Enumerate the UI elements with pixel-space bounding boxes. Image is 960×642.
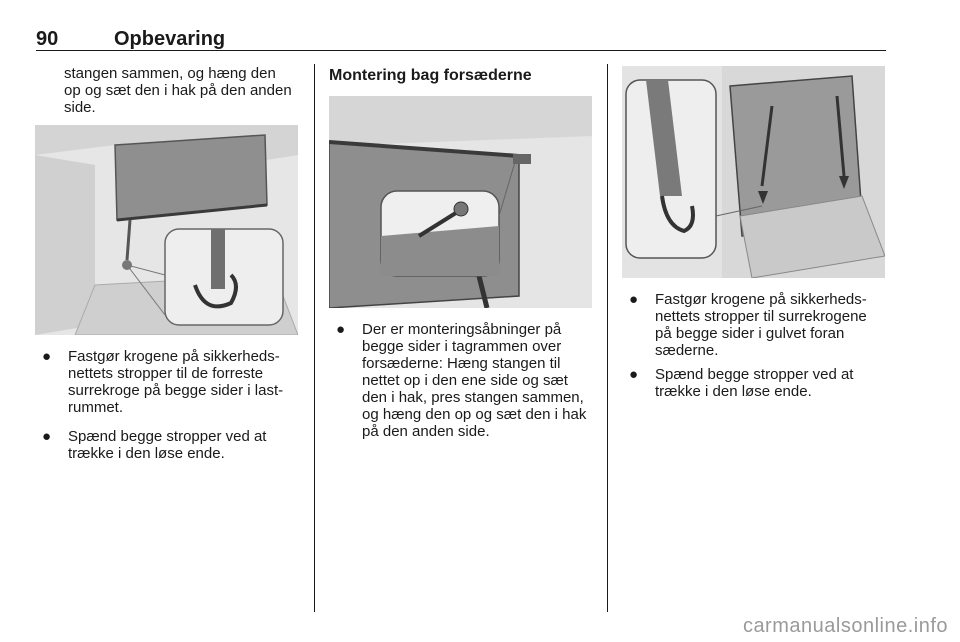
- bullet-line: surrekroge på begge sider i last-: [68, 382, 284, 399]
- bullet-dot-icon: ●: [42, 428, 52, 445]
- bullet-line: på begge sider i gulvet foran: [655, 325, 845, 342]
- bullet-line: begge sider i tagrammen over: [362, 338, 562, 355]
- bullet-dot-icon: ●: [629, 291, 639, 308]
- intro-paragraph: [64, 65, 314, 116]
- section-title: Opbevaring: [114, 28, 226, 50]
- bullet-line: og hæng den op og sæt den i hak: [362, 406, 587, 423]
- bullet-line: Spænd begge stropper ved at: [655, 366, 854, 383]
- bullet-dot-icon: ●: [629, 366, 639, 383]
- watermark: carmanualsonline.info: [742, 615, 948, 637]
- floor-hook-mounting-illustration: [622, 66, 885, 278]
- bullet-item: [336, 321, 594, 446]
- bullet-line: på den anden side.: [362, 423, 490, 440]
- intro-line: side.: [64, 99, 96, 116]
- bullet-line: Fastgør krogene på sikkerheds-: [68, 348, 280, 365]
- bullet-line: nettets stropper til de forreste: [68, 365, 264, 382]
- page-number: 90: [36, 28, 59, 50]
- bullet-line: Fastgør krogene på sikkerheds-: [655, 291, 867, 308]
- bullet-line: nettet op i den ene side og sæt: [362, 372, 568, 389]
- bullet-dot-icon: ●: [42, 348, 52, 365]
- intro-line: op og sæt den i hak på den anden: [64, 82, 292, 99]
- bullet-line: forsæderne: Hæng stangen til: [362, 355, 561, 372]
- bullet-line: Spænd begge stropper ved at: [68, 428, 267, 445]
- bullet-dot-icon: ●: [336, 321, 346, 338]
- bullet-item: [42, 428, 298, 464]
- bullet-line: sæderne.: [655, 342, 719, 359]
- roof-frame-mounting-illustration: [329, 96, 592, 308]
- bullet-line: trække i den løse ende.: [68, 445, 225, 462]
- column-divider-2: [607, 64, 608, 612]
- bullet-line: den i hak, pres stangen sammen,: [362, 389, 584, 406]
- bullet-item: [629, 291, 887, 361]
- bullet-line: Der er monteringsåbninger på: [362, 321, 562, 338]
- bullet-item: [629, 366, 887, 402]
- cargo-net-rear-illustration: [35, 125, 298, 335]
- bullet-line: nettets stropper til surrekrogene: [655, 308, 867, 325]
- subsection-heading: Montering bag forsæderne: [329, 67, 532, 84]
- intro-line: stangen sammen, og hæng den: [64, 65, 276, 82]
- bullet-line: trække i den løse ende.: [655, 383, 812, 400]
- bullet-line: rummet.: [68, 399, 124, 416]
- page-header: [36, 26, 886, 51]
- column-divider-1: [314, 64, 315, 612]
- bullet-item: [42, 348, 298, 418]
